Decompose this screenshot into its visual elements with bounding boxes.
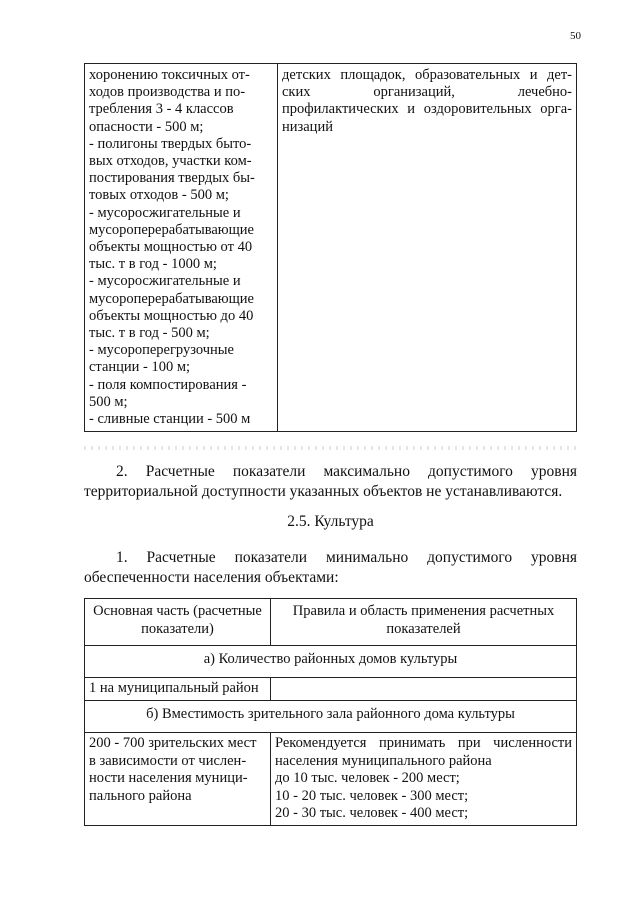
left-line-0: хоронению токсичных от-: [89, 67, 250, 83]
page-number: 50: [570, 30, 581, 42]
row-b-right-line-4: 20 - 30 тыс. человек - 400 мест;: [275, 805, 469, 821]
left-line-3: опасности - 500 м;: [89, 118, 204, 135]
paragraph-min-provision: [84, 548, 577, 587]
table-row: [85, 678, 577, 701]
header-rules: [271, 599, 577, 646]
row-b-right-line-1: населения муниципального района: [275, 752, 492, 769]
right-line-3: низаций: [282, 118, 333, 135]
left-line-10: объекты мощностью от 40: [89, 239, 253, 256]
table-row: [85, 733, 577, 826]
left-line-19: 500 м;: [89, 393, 128, 410]
left-line-2: требления 3 - 4 классов: [89, 101, 234, 118]
header-left-line-1: показатели): [141, 620, 214, 637]
left-line-1: ходов производства и по-: [89, 84, 246, 101]
left-line-17: станции - 100 м;: [89, 359, 191, 376]
table-row: [85, 646, 577, 678]
row-b-left-line-1: в зависимости от числен-: [89, 752, 247, 769]
left-line-5: вых отходов, участки ком-: [89, 153, 252, 170]
left-line-15: тыс. т в год - 500 м;: [89, 325, 210, 342]
sanitary-zones-cell: [85, 64, 278, 432]
row-b-right-line-2: до 10 тыс. человек - 200 мест;: [275, 770, 460, 786]
left-line-6: постирования твердых бы-: [89, 170, 255, 187]
row-b-left-line-3: пального района: [89, 787, 192, 804]
left-line-13: мусороперерабатывающие: [89, 290, 254, 307]
left-line-11: тыс. т в год - 1000 м;: [89, 256, 217, 273]
left-line-14: объекты мощностью до 40: [89, 307, 254, 324]
left-line-16: - мусороперегрузочные: [89, 342, 234, 359]
application-rules-cell: [278, 64, 577, 432]
right-line-2: профилактических и оздоровительных орга-: [282, 101, 572, 118]
section-b-title: б) Вместимость зрительного зала районного дома культуры: [85, 701, 577, 733]
row-b-left: [85, 733, 271, 826]
left-line-18: - поля компостирования -: [89, 376, 247, 393]
row-b-right-line-0: Рекомендуется принимать при численности: [275, 735, 572, 751]
header-right-line-1: показателей: [386, 620, 461, 637]
table-row: [85, 701, 577, 733]
left-line-8: - мусоросжигательные и: [89, 204, 241, 221]
section-a-title: а) Количество районных домов культуры: [85, 646, 577, 678]
culture-table: [84, 598, 577, 826]
right-text: [282, 67, 572, 136]
row-b-right-line-3: 10 - 20 тыс. человек - 300 мест;: [275, 787, 469, 804]
header-right-line-0: Правила и область применения расчетных: [292, 603, 555, 619]
section-heading: 2.5. Культура: [287, 513, 374, 530]
row-a-right: [271, 678, 577, 701]
header-left-line-0: Основная часть (расчетные: [93, 603, 262, 619]
left-line-9: мусороперерабатывающие: [89, 221, 254, 238]
table-row: [85, 64, 577, 432]
row-b-left-line-2: ности населения муници-: [89, 770, 248, 786]
right-line-1: ских организаций, лечебно-: [282, 84, 572, 101]
paragraph-2-text: 2. Расчетные показатели максимально допустимого уровня территориальной доступности указанных объектов не устанавливаются.: [84, 463, 577, 500]
paragraph-max-accessibility: [84, 462, 577, 501]
paragraph-1-text: 1. Расчетные показатели минимально допустимого уровня обеспеченности населения объектами:: [84, 549, 577, 586]
row-a-left: 1 на муниципальный район: [85, 678, 271, 701]
row-b-right: [271, 733, 577, 826]
left-line-12: - мусоросжигательные и: [89, 273, 241, 290]
left-line-7: товых отходов - 500 м;: [89, 187, 229, 204]
table-header-row: [85, 599, 577, 646]
row-b-left-line-0: 200 - 700 зрительских мест: [89, 735, 257, 751]
header-basic-part: [85, 599, 271, 646]
left-line-4: - полигоны твердых быто-: [89, 135, 252, 152]
table-continuation: [84, 63, 577, 432]
left-line-20: - сливные станции - 500 м: [89, 411, 251, 428]
right-line-0: детских площадок, образовательных и дет-: [282, 67, 572, 83]
scan-artifact: [84, 446, 577, 450]
